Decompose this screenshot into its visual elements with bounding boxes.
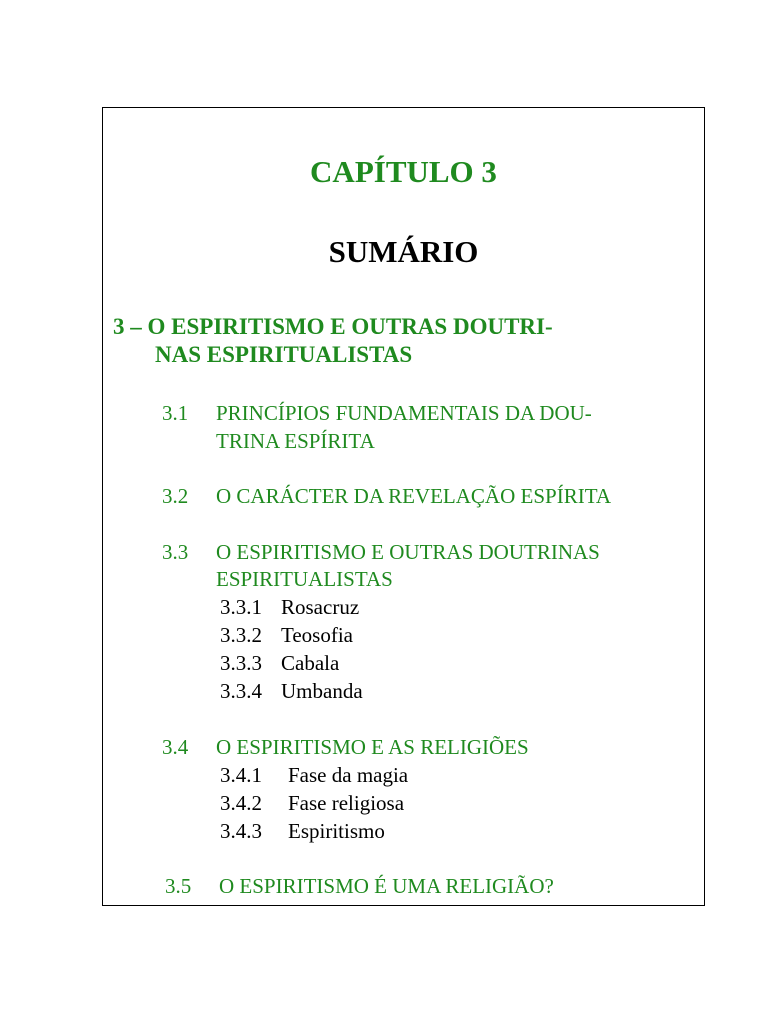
subsection-number: 3.3.2	[220, 623, 262, 647]
section-3-5	[165, 873, 554, 900]
section-title-line-2: TRINA ESPÍRITA	[216, 429, 375, 453]
section-number: 3.5	[165, 874, 192, 898]
chapter-title: CAPÍTULO 3	[310, 154, 497, 189]
section-3-1	[162, 400, 592, 427]
section-title-line-1: PRINCÍPIOS FUNDAMENTAIS DA DOU-	[216, 401, 592, 425]
subsection-number: 3.4.3	[220, 819, 262, 843]
subsection-3-4-2	[220, 790, 404, 817]
subsection-3-3-4	[220, 678, 363, 705]
subsection-title: Espiritismo	[288, 819, 385, 843]
subsection-number: 3.3.1	[220, 595, 262, 619]
section-title-line-1: O ESPIRITISMO E OUTRAS DOUTRINAS	[216, 540, 600, 564]
section-number: 3.4	[162, 735, 189, 759]
subsection-3-4-3	[220, 818, 385, 845]
section-3-1-continuation	[216, 428, 375, 455]
main-heading-line-2: NAS ESPIRITUALISTAS	[155, 342, 413, 367]
subsection-3-3-3	[220, 650, 339, 677]
main-heading	[113, 313, 693, 369]
subsection-title: Fase religiosa	[288, 791, 405, 815]
section-number: 3.2	[162, 484, 189, 508]
section-3-2	[162, 483, 611, 510]
subsection-3-3-1	[220, 594, 359, 621]
section-title-line-1: O ESPIRITISMO E AS RELIGIÕES	[216, 735, 529, 759]
section-3-4	[162, 734, 529, 761]
subsection-number: 3.4.2	[220, 791, 262, 815]
subsection-number: 3.4.1	[220, 763, 262, 787]
section-3-3	[162, 539, 600, 566]
section-3-3-continuation	[216, 566, 393, 593]
subsection-3-3-2	[220, 622, 353, 649]
subsection-title: Teosofia	[281, 623, 354, 647]
section-title-line-1: O ESPIRITISMO É UMA RELIGIÃO?	[219, 874, 554, 898]
section-title-line-1: O CARÁCTER DA REVELAÇÃO ESPÍRITA	[216, 484, 612, 508]
section-number: 3.3	[162, 540, 189, 564]
summary-frame	[102, 107, 705, 906]
main-heading-line-1: 3 – O ESPIRITISMO E OUTRAS DOUTRI-	[113, 314, 553, 339]
subsection-number: 3.3.4	[220, 679, 262, 703]
section-title-line-2: ESPIRITUALISTAS	[216, 567, 393, 591]
section-number: 3.1	[162, 401, 189, 425]
subsection-title: Cabala	[281, 651, 340, 675]
subsection-title: Umbanda	[281, 679, 363, 703]
subsection-title: Fase da magia	[288, 763, 409, 787]
subsection-title: Rosacruz	[281, 595, 360, 619]
subsection-3-4-1	[220, 762, 408, 789]
subsection-number: 3.3.3	[220, 651, 262, 675]
summary-title: SUMÁRIO	[328, 234, 479, 269]
